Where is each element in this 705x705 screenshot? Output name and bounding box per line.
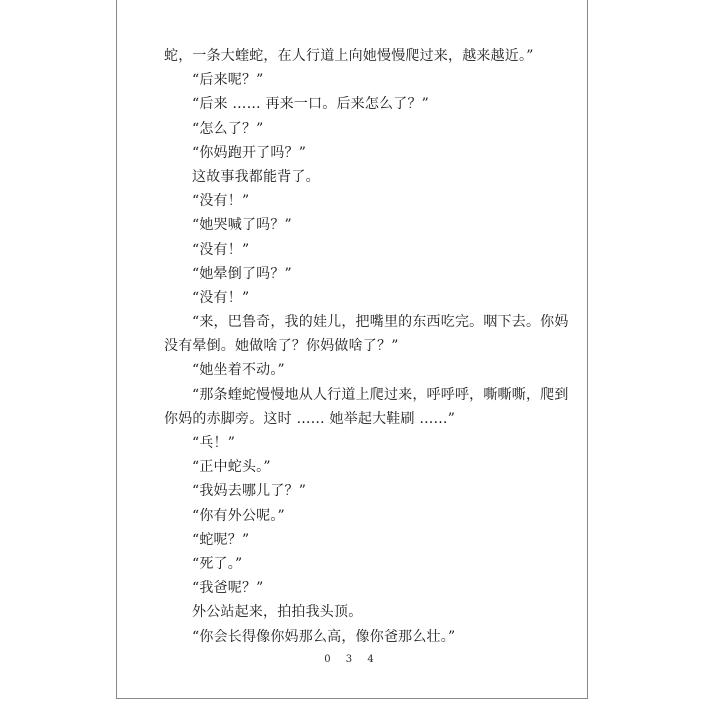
text-line: “蛇呢？” — [192, 531, 250, 548]
text-line: “后来 …… 再来一口。后来怎么了？” — [192, 96, 430, 113]
text-line: “来，巴鲁奇，我的娃儿，把嘴里的东西吃完。咽下去。你妈 — [192, 314, 569, 331]
text-line: 蛇，一条大蝰蛇，在人行道上向她慢慢爬过来，越来越近。” — [164, 48, 534, 64]
text-line: “我爸呢？” — [192, 580, 264, 597]
text-line: 你妈的赤脚旁。这时 …… 她举起大鞋刷 ……” — [164, 410, 456, 427]
text-line: “她坐着不动。” — [192, 362, 285, 379]
page-number: 0 3 4 — [324, 654, 380, 665]
text-line: 没有晕倒。她做啥了？你妈做啥了？” — [164, 338, 399, 355]
text-line: “你有外公呢。” — [192, 507, 285, 524]
text-line: “没有！” — [192, 289, 250, 306]
book-page — [116, 0, 588, 699]
text-line: 这故事我都能背了。 — [192, 168, 320, 185]
text-line: “怎么了？” — [192, 120, 264, 137]
text-line: “那条蝰蛇慢慢地从人行道上爬过来，呼呼呼，嘶嘶嘶，爬到 — [192, 386, 569, 403]
text-line: “乓！” — [192, 435, 236, 451]
text-line: “没有！” — [192, 193, 250, 210]
text-line: “她晕倒了吗？” — [192, 265, 292, 282]
text-line: “后来呢？” — [192, 72, 264, 89]
page-text — [164, 44, 569, 649]
text-line: “没有！” — [192, 241, 250, 258]
text-line: “死了。” — [192, 555, 243, 572]
text-line: “你会长得像你妈那么高，像你爸那么壮。” — [192, 628, 456, 645]
text-line: “你妈跑开了吗？” — [192, 144, 307, 161]
text-line: “她哭喊了吗？” — [192, 217, 292, 234]
text-line: “正中蛇头。” — [192, 459, 271, 476]
text-line: 外公站起来，拍拍我头顶。 — [192, 604, 363, 621]
text-line: “我妈去哪儿了？” — [192, 483, 307, 500]
